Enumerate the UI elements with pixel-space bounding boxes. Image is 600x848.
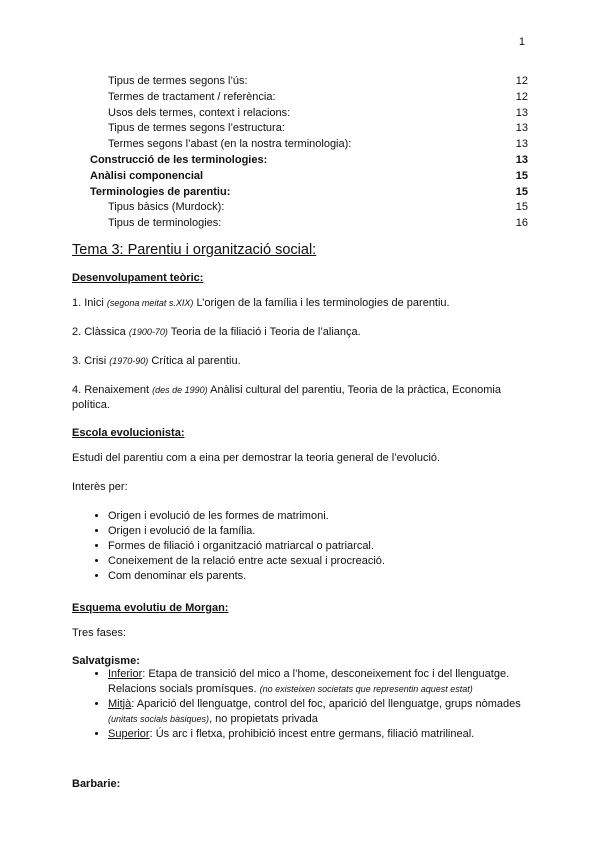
toc-page: 13	[515, 106, 528, 119]
stage-text: : Aparició del llenguatge, control del foc, aparició del llenguatge, grups nòmades	[131, 698, 521, 710]
toc-label: Termes de tractament / referència:	[108, 90, 276, 103]
toc-entry[interactable]	[72, 90, 528, 106]
toc-page: 13	[515, 138, 528, 151]
list-item: • Coneixement de la relació entre acte sexual i procreació.	[108, 554, 532, 569]
toc-entry[interactable]	[72, 216, 528, 232]
toc-entry[interactable]	[72, 185, 528, 201]
interest-list	[72, 509, 532, 584]
heading-escola: Escola evolucionista:	[72, 427, 185, 439]
toc-page: 15	[515, 169, 528, 182]
list-item	[108, 667, 532, 697]
stage-note: (unitats socials bàsiques)	[108, 714, 210, 724]
paragraph: Estudi del parentiu com a eina per demostrar la teoria general de l’evolució.	[72, 452, 441, 464]
section-title: Tema 3: Parentiu i organització social:	[72, 242, 317, 258]
phase-item	[72, 383, 532, 413]
toc-entry[interactable]	[72, 153, 528, 169]
toc-entry[interactable]	[72, 74, 528, 90]
phase-text: Teoria de la filiació i Teoria de l’aliança.	[167, 326, 361, 338]
toc-label: Construcció de les terminologies:	[90, 153, 268, 166]
phase-text: L’origen de la família i les terminologies de parentiu.	[193, 297, 450, 309]
toc-label: Tipus de terminologies:	[108, 217, 222, 230]
toc-entry[interactable]	[72, 200, 528, 216]
phase-text: 3. Crisi	[72, 355, 110, 367]
phase-item	[72, 296, 532, 311]
phase-item	[72, 325, 532, 340]
stage-text: : Etapa de transició del mico a l’home, desconeixement foc i del llenguatge. Relacions socials promísques.	[108, 668, 510, 695]
stage-label: Mitjà	[108, 698, 132, 710]
document-body	[72, 242, 532, 790]
phase-text: Anàlisi cultural del parentiu, Teoria de la pràctica, Economia política.	[72, 384, 501, 411]
toc-entry[interactable]	[72, 121, 528, 137]
stage-note: (no existeixen societats que representin aquest estat)	[259, 684, 473, 694]
stage-text: : Ús arc i fletxa, prohibició incest entre germans, filiació matrilineal.	[149, 728, 475, 740]
phase-text: Crítica al parentiu.	[148, 355, 241, 367]
paragraph: Tres fases:	[72, 627, 126, 639]
toc-label: Tipus de termes segons l’estructura:	[108, 122, 285, 135]
list-item	[108, 727, 532, 742]
toc-page: 12	[515, 90, 528, 103]
list-item: • Formes de filiació i organització matriarcal o patriarcal.	[108, 539, 532, 554]
toc-entry[interactable]	[72, 137, 528, 153]
heading-morgan: Esquema evolutiu de Morgan:	[72, 602, 229, 614]
phase-text: 2. Clàssica	[72, 326, 129, 338]
toc-label: Terminologies de parentiu:	[90, 185, 231, 198]
toc-page: 13	[515, 122, 528, 135]
toc-page: 13	[515, 153, 528, 166]
paragraph: Interès per:	[72, 481, 128, 493]
phase-date: (1970-90)	[109, 356, 149, 366]
stage-label: Superior	[108, 728, 150, 740]
toc-page: 16	[515, 217, 528, 230]
list-item: • Com denominar els parents.	[108, 569, 532, 584]
heading-barbarie: Barbarie:	[72, 778, 121, 790]
salvatgisme-list	[72, 667, 532, 742]
toc-label: Termes segons l’abast (en la nostra terminologia):	[108, 138, 352, 151]
phase-text: 1. Inici	[72, 297, 107, 309]
toc-page: 15	[515, 201, 528, 214]
table-of-contents	[72, 74, 528, 232]
list-item: • Origen i evolució de les formes de matrimoni.	[108, 509, 532, 524]
phase-item	[72, 354, 532, 369]
toc-label: Usos dels termes, context i relacions:	[108, 106, 291, 119]
heading-desenvolupament: Desenvolupament teòric:	[72, 272, 204, 284]
toc-page: 12	[515, 75, 528, 87]
heading-salvatgisme: Salvatgisme:	[72, 655, 140, 667]
list-item: • Origen i evolució de la família.	[108, 524, 532, 539]
toc-entry[interactable]	[72, 106, 528, 122]
toc-label: Anàlisi componencial	[90, 169, 204, 182]
stage-label: Inferior	[108, 668, 143, 680]
phase-date: (1900-70)	[128, 327, 168, 337]
phase-date: (des de 1990)	[152, 385, 208, 395]
list-item	[108, 697, 532, 727]
stage-text: , no propietats privada	[209, 713, 318, 725]
page-number: 1	[518, 36, 525, 48]
toc-page: 15	[515, 185, 528, 198]
toc-label: Tipus bàsics (Murdock):	[108, 201, 225, 214]
phase-text: 4. Renaixement	[72, 384, 153, 396]
phase-date: (segona meitat s.XIX)	[106, 298, 194, 308]
toc-entry[interactable]	[72, 169, 528, 185]
toc-label: Tipus de termes segons l’ús:	[108, 75, 248, 87]
